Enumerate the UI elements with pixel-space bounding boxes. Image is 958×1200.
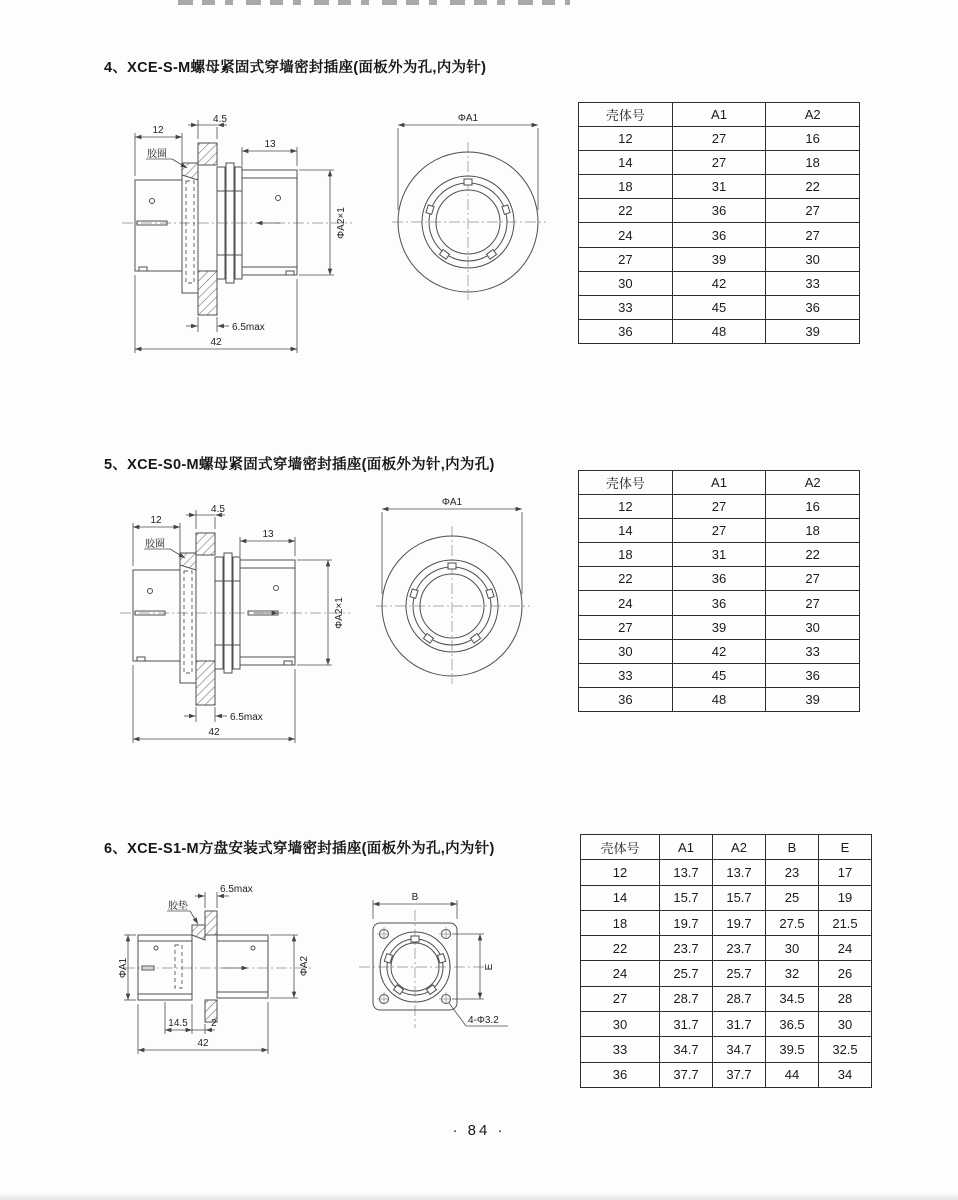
table-cell: 39: [672, 247, 766, 271]
table-cell: 24: [819, 936, 872, 961]
column-header: 壳体号: [581, 835, 660, 860]
dim-label-gasket: 2: [211, 1018, 217, 1029]
seal-label: 胶圈: [145, 539, 165, 550]
table-cell: 36: [581, 1062, 660, 1087]
panel-wall-hatch: [182, 143, 217, 315]
table-cell: 12: [579, 495, 673, 519]
table-cell: 21.5: [819, 910, 872, 935]
table-row: [581, 860, 872, 885]
column-header: B: [766, 835, 819, 860]
table-row: [579, 247, 860, 271]
table-cell: 34.7: [660, 1037, 713, 1062]
table-cell: 48: [672, 319, 766, 343]
table-row: [579, 519, 860, 543]
table-cell: 30: [579, 639, 673, 663]
table-cell: 30: [581, 1012, 660, 1037]
table-row: [579, 567, 860, 591]
table-cell: 27: [766, 223, 860, 247]
column-header: 壳体号: [579, 103, 673, 127]
table-header-row: [581, 835, 872, 860]
section-4-dimension-table: [578, 102, 860, 344]
table-cell: 14: [579, 519, 673, 543]
table-cell: 42: [672, 271, 766, 295]
table-cell: 27: [581, 986, 660, 1011]
table-cell: 36: [766, 663, 860, 687]
column-header: A1: [672, 471, 766, 495]
table-cell: 27: [579, 615, 673, 639]
table-cell: 31.7: [713, 1012, 766, 1037]
table-cell: 37.7: [660, 1062, 713, 1087]
table-row: [579, 151, 860, 175]
table-cell: 23.7: [713, 936, 766, 961]
table-row: [579, 127, 860, 151]
table-cell: 36: [672, 223, 766, 247]
section-4-heading: 4、XCE-S-M螺母紧固式穿墙密封插座(面板外为孔,内为针): [104, 60, 487, 76]
table-cell: 33: [579, 663, 673, 687]
table-row: [581, 910, 872, 935]
table-cell: 27.5: [766, 910, 819, 935]
seal-label: 胶圈: [147, 149, 167, 160]
table-row: [579, 223, 860, 247]
dim-label-dia-right: ΦA2: [299, 955, 310, 977]
dim-label-total: 42: [208, 727, 220, 738]
table-row: [581, 1037, 872, 1062]
table-row: [581, 1012, 872, 1037]
table-cell: 31.7: [660, 1012, 713, 1037]
dim-label-total: 42: [197, 1038, 209, 1049]
table-row: [579, 615, 860, 639]
table-cell: 36: [579, 687, 673, 711]
table-cell: 36.5: [766, 1012, 819, 1037]
dimensions: [135, 114, 347, 353]
table-cell: 28.7: [660, 986, 713, 1011]
table-cell: 19: [819, 885, 872, 910]
section-5-heading: 5、XCE-S0-M螺母紧固式穿墙密封插座(面板外为针,内为孔): [104, 457, 495, 473]
table-row: [581, 986, 872, 1011]
section-6-dimension-table: [580, 834, 872, 1088]
table-cell: 33: [766, 271, 860, 295]
table-cell: 22: [766, 175, 860, 199]
table-cell: 24: [579, 591, 673, 615]
table-cell: 18: [579, 175, 673, 199]
table-cell: 22: [766, 543, 860, 567]
table-cell: 19.7: [713, 910, 766, 935]
section-5-dimension-table: [578, 470, 860, 712]
column-header: A1: [672, 103, 766, 127]
table-cell: 28.7: [713, 986, 766, 1011]
table-row: [579, 543, 860, 567]
scan-bottom-shadow: [0, 1193, 958, 1200]
table-cell: 39: [766, 687, 860, 711]
table-cell: 48: [672, 687, 766, 711]
dim-label-rear: 12: [150, 515, 162, 526]
dim-label-dia-left: ΦA1: [118, 957, 129, 979]
table-cell: 34.5: [766, 986, 819, 1011]
table-cell: 33: [581, 1037, 660, 1062]
table-cell: 36: [672, 591, 766, 615]
section-6-flange-view-drawing: [356, 886, 531, 1056]
table-cell: 16: [766, 495, 860, 519]
table-cell: 12: [579, 127, 673, 151]
table-cell: 26: [819, 961, 872, 986]
table-cell: 15.7: [660, 885, 713, 910]
table-cell: 12: [581, 860, 660, 885]
table-cell: 33: [579, 295, 673, 319]
table-row: [579, 663, 860, 687]
table-row: [579, 591, 860, 615]
table-cell: 18: [766, 519, 860, 543]
dim-label-panel-max: 6.5max: [232, 322, 265, 333]
table-cell: 19.7: [660, 910, 713, 935]
table-cell: 18: [766, 151, 860, 175]
table-cell: 39: [672, 615, 766, 639]
table-cell: 27: [766, 567, 860, 591]
dim-label-panel-max: 6.5max: [220, 884, 253, 895]
table-cell: 34: [819, 1062, 872, 1087]
table-cell: 14: [581, 885, 660, 910]
table-cell: 30: [766, 615, 860, 639]
table-cell: 22: [579, 199, 673, 223]
table-cell: 45: [672, 295, 766, 319]
table-cell: 28: [819, 986, 872, 1011]
table-cell: 32.5: [819, 1037, 872, 1062]
section-4-cross-section-drawing: [120, 113, 360, 363]
column-header: A2: [713, 835, 766, 860]
table-row: [581, 961, 872, 986]
table-header-row: [579, 471, 860, 495]
table-cell: 27: [766, 199, 860, 223]
column-header: A1: [660, 835, 713, 860]
section-5-front-view-drawing: [372, 494, 542, 689]
column-header: 壳体号: [579, 471, 673, 495]
table-cell: 27: [672, 495, 766, 519]
table-cell: 14: [579, 151, 673, 175]
table-cell: 23.7: [660, 936, 713, 961]
table-cell: 39.5: [766, 1037, 819, 1062]
table-cell: 22: [579, 567, 673, 591]
dimensions: [118, 884, 310, 1054]
section-5-cross-section-drawing: [118, 503, 358, 753]
table-cell: 25.7: [713, 961, 766, 986]
dim-label-front: 13: [264, 139, 276, 150]
panel-wall-hatch: [180, 533, 215, 705]
table-cell: 31: [672, 543, 766, 567]
table-row: [579, 199, 860, 223]
table-row: [579, 495, 860, 519]
table-cell: 13.7: [713, 860, 766, 885]
table-header-row: [579, 103, 860, 127]
table-cell: 25.7: [660, 961, 713, 986]
table-cell: 15.7: [713, 885, 766, 910]
table-cell: 44: [766, 1062, 819, 1087]
dim-label-rear: 12: [152, 125, 164, 136]
section-6-cross-section-drawing: [118, 878, 328, 1078]
dim-label-hole-spacing: E: [484, 963, 495, 971]
table-cell: 24: [579, 223, 673, 247]
table-row: [579, 639, 860, 663]
table-row: [581, 936, 872, 961]
table-row: [579, 175, 860, 199]
table-cell: 22: [581, 936, 660, 961]
dim-label-front: 13: [262, 529, 274, 540]
table-cell: 30: [819, 1012, 872, 1037]
column-header: E: [819, 835, 872, 860]
page-number: · 84 ·: [452, 1122, 506, 1139]
table-cell: 37.7: [713, 1062, 766, 1087]
table-cell: 31: [672, 175, 766, 199]
gasket-label: 胶垫: [168, 901, 188, 912]
table-cell: 34.7: [713, 1037, 766, 1062]
dim-label-wall: 4.5: [211, 504, 225, 515]
table-cell: 27: [672, 151, 766, 175]
table-row: [581, 1062, 872, 1087]
table-cell: 36: [766, 295, 860, 319]
table-row: [579, 319, 860, 343]
dim-label-front-dia: ΦA1: [441, 497, 463, 508]
column-header: A2: [766, 471, 860, 495]
cropped-top-text: [178, 0, 570, 5]
table-cell: 17: [819, 860, 872, 885]
dim-label-flange-width: B: [411, 892, 419, 903]
dim-label-thread: ΦA2×1: [334, 597, 345, 629]
table-cell: 45: [672, 663, 766, 687]
section-4-front-view-drawing: [388, 110, 558, 305]
dim-label-panel-max: 6.5max: [230, 712, 263, 723]
column-header: A2: [766, 103, 860, 127]
connector-body: [138, 935, 268, 1000]
table-cell: 36: [672, 199, 766, 223]
mounting-holes-label: 4-Φ3.2: [468, 1015, 499, 1026]
panel-wall-hatch: [192, 911, 217, 1022]
table-cell: 42: [672, 639, 766, 663]
table-row: [579, 295, 860, 319]
table-cell: 25: [766, 885, 819, 910]
table-cell: 24: [581, 961, 660, 986]
table-cell: 33: [766, 639, 860, 663]
dim-label-thread: ΦA2×1: [336, 207, 347, 239]
table-cell: 23: [766, 860, 819, 885]
dim-label-total: 42: [210, 337, 222, 348]
table-cell: 36: [672, 567, 766, 591]
table-row: [581, 885, 872, 910]
table-cell: 30: [766, 936, 819, 961]
table-cell: 39: [766, 319, 860, 343]
table-cell: 18: [579, 543, 673, 567]
table-cell: 27: [766, 591, 860, 615]
dim-label-front-dia: ΦA1: [457, 113, 479, 124]
dimensions: [133, 504, 345, 743]
table-cell: 32: [766, 961, 819, 986]
table-row: [579, 687, 860, 711]
table-cell: 18: [581, 910, 660, 935]
table-cell: 30: [766, 247, 860, 271]
table-cell: 27: [672, 519, 766, 543]
table-cell: 16: [766, 127, 860, 151]
table-cell: 13.7: [660, 860, 713, 885]
table-cell: 30: [579, 271, 673, 295]
section-6-heading: 6、XCE-S1-M方盘安装式穿墙密封插座(面板外为孔,内为针): [104, 841, 495, 857]
table-cell: 27: [672, 127, 766, 151]
table-cell: 27: [579, 247, 673, 271]
table-row: [579, 271, 860, 295]
dim-label-depth: 14.5: [168, 1018, 188, 1029]
dim-label-wall: 4.5: [213, 114, 227, 125]
table-cell: 36: [579, 319, 673, 343]
